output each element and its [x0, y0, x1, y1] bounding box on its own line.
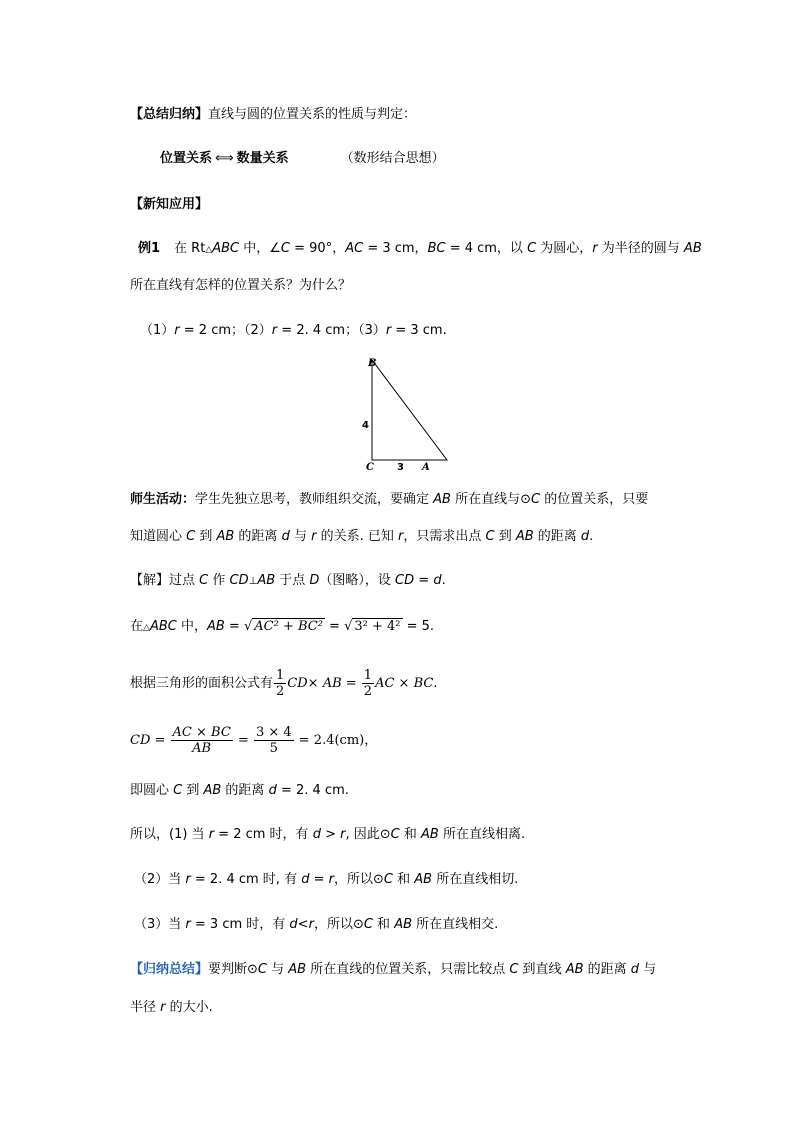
- triangle-symbol: △: [205, 245, 213, 255]
- text: 所在直线相切.: [432, 872, 519, 887]
- text: C: [199, 573, 209, 588]
- text: 中，: [176, 619, 207, 634]
- text: 和: [399, 827, 421, 842]
- text: 的距离: [221, 783, 269, 798]
- vertex-c-label: C: [366, 462, 374, 473]
- text: ABC: [212, 241, 240, 256]
- numerator: 1: [363, 668, 373, 683]
- text: CD× AB =: [287, 676, 361, 691]
- text: AB: [683, 241, 702, 256]
- text: , 因此⊙: [345, 827, 391, 842]
- text: r: [340, 827, 346, 842]
- text: （3）: [358, 323, 386, 338]
- text: r: [328, 872, 334, 887]
- solution-line-2: [130, 618, 434, 637]
- text: d: [301, 872, 310, 887]
- text: C: [527, 241, 537, 256]
- text: 要判断⊙: [208, 962, 258, 977]
- text: 的距离: [533, 529, 581, 544]
- text: 中，∠: [239, 241, 281, 256]
- text: =: [414, 573, 434, 588]
- text: = 4 cm，以: [445, 241, 528, 256]
- text: 在: [130, 619, 144, 634]
- text: C: [390, 827, 400, 842]
- text: =: [309, 872, 329, 887]
- activity-label: 师生活动：: [130, 492, 196, 507]
- text: （图略），设: [319, 573, 396, 588]
- text: （1）: [140, 323, 175, 338]
- text: 为半径的圆与: [597, 241, 684, 256]
- text: =: [233, 733, 253, 748]
- numerator: AC × BC: [172, 725, 231, 740]
- solution-line-5: [130, 782, 349, 800]
- summary2-label: 【归纳总结】: [130, 962, 209, 977]
- radicand-2: 3² + 4²: [354, 619, 401, 634]
- text: = 2 cm；: [179, 323, 245, 338]
- text: r: [160, 1000, 166, 1015]
- text: 到: [195, 529, 217, 544]
- text: 的关系. 已知: [316, 529, 398, 544]
- text: = 3 cm 时，有: [190, 917, 290, 932]
- text: d: [268, 783, 277, 798]
- text: C: [257, 962, 267, 977]
- text: r: [185, 917, 191, 932]
- side-ca-label: 3: [397, 462, 404, 473]
- text: d: [630, 962, 640, 977]
- text: = 2. 4 cm 时, 有: [190, 872, 302, 887]
- text: = 3 cm.: [391, 323, 447, 338]
- summary2-line-2: [130, 999, 213, 1017]
- text: ABC: [149, 619, 177, 634]
- text: AB: [203, 783, 222, 798]
- text: 与: [639, 962, 657, 977]
- text: r: [308, 917, 314, 932]
- text: D: [309, 573, 320, 588]
- text: 和: [372, 917, 395, 932]
- text: AB: [515, 529, 534, 544]
- double-arrow-icon: ⟺: [215, 151, 234, 166]
- side-bc-label: 4: [362, 420, 369, 431]
- text: = 2. 4 cm；: [277, 323, 359, 338]
- text: 与: [289, 529, 312, 544]
- text: C: [280, 241, 290, 256]
- text: 的距离: [583, 962, 631, 977]
- text: d: [312, 827, 321, 842]
- relation-note: （数形结合思想）: [340, 151, 445, 166]
- text: 所在直线与⊙: [450, 492, 531, 507]
- denominator: 5: [269, 741, 278, 756]
- text: =: [324, 619, 345, 634]
- text: d: [580, 529, 590, 544]
- text: 学生先独立思考，教师组织交流，要确定: [195, 492, 434, 507]
- text: = 2. 4 cm.: [276, 783, 349, 798]
- text: 为圆心，: [536, 241, 593, 256]
- denominator: 2: [276, 684, 285, 699]
- text: BC: [427, 241, 446, 256]
- text: ，只需求出点: [403, 529, 486, 544]
- text: =: [224, 619, 244, 634]
- vertex-a-label: A: [422, 462, 430, 473]
- text: AC: [345, 241, 364, 256]
- text: 的位置关系，只要: [540, 492, 649, 507]
- activity-line-1: [130, 491, 648, 509]
- relation-right: 数量关系: [236, 151, 289, 166]
- example-label: 例1: [138, 241, 161, 256]
- text: AB: [394, 917, 412, 932]
- conclusion-2: [134, 871, 518, 889]
- text: .: [433, 676, 438, 691]
- text: 根据三角形的面积公式有: [130, 676, 274, 691]
- text: d: [289, 917, 298, 932]
- text: 所以，(1) 当: [130, 827, 209, 842]
- text: <: [297, 917, 309, 932]
- relation-line: [160, 150, 445, 168]
- text: （2）: [244, 323, 272, 338]
- text: 知道圆心: [130, 529, 187, 544]
- solution-line-1: [130, 572, 446, 591]
- text: 和: [392, 872, 415, 887]
- text: 到: [182, 783, 204, 798]
- text: （2）当: [134, 872, 186, 887]
- denominator: AB: [192, 741, 212, 756]
- triangle-symbol: △: [143, 623, 150, 633]
- text: 所在直线相离.: [438, 827, 526, 842]
- text: d: [281, 529, 290, 544]
- text: C: [383, 872, 393, 887]
- text: AB: [206, 619, 225, 634]
- text: r: [208, 827, 215, 842]
- text: 于点: [275, 573, 310, 588]
- relation-left: 位置关系: [160, 151, 213, 166]
- right-triangle: [372, 360, 447, 460]
- text: .: [441, 573, 446, 588]
- activity-line-2: [130, 528, 593, 546]
- text: （3）当: [134, 917, 186, 932]
- text: C: [485, 529, 495, 544]
- example-line-2: 所在直线有怎样的位置关系？为什么？: [130, 278, 352, 293]
- text: CD: [229, 573, 249, 588]
- text: 过点: [169, 573, 200, 588]
- text: C: [363, 917, 373, 932]
- fraction-half: [274, 668, 286, 699]
- text: 到: [494, 529, 516, 544]
- radicand-1: AC² + BC²: [254, 619, 323, 634]
- text: C: [509, 962, 519, 977]
- text: 所在直线相交.: [412, 917, 499, 932]
- text: r: [592, 241, 598, 256]
- summary2-line-1: [130, 961, 656, 979]
- fraction-values: [254, 725, 294, 756]
- text: ，所以⊙: [313, 917, 364, 932]
- sqrt-icon: √: [344, 619, 353, 634]
- text: AB: [421, 827, 439, 842]
- text: d: [433, 573, 442, 588]
- text: AC × BC: [375, 676, 434, 691]
- fraction-cd: [171, 725, 233, 756]
- text: AB: [414, 872, 433, 887]
- text: 的距离: [234, 529, 282, 544]
- text: AB: [288, 962, 307, 977]
- text: 在 Rt: [174, 241, 206, 256]
- text: 与: [267, 962, 289, 977]
- text: 所在直线的位置关系，只需比较点: [306, 962, 510, 977]
- text: C: [186, 529, 196, 544]
- sqrt-icon: √: [243, 619, 253, 634]
- denominator: 2: [363, 684, 373, 699]
- example-cases: （1）r = 2 cm；（2）r = 2. 4 cm；（3）r = 3 cm.: [140, 323, 447, 338]
- triangle-diagram: [360, 358, 450, 476]
- text: CD: [395, 573, 415, 588]
- text: AB: [216, 529, 235, 544]
- text: 半径: [130, 1000, 161, 1015]
- text: 作: [208, 573, 230, 588]
- text: = 2.4(cm)，: [294, 733, 378, 748]
- text: r: [397, 529, 404, 544]
- fraction-half: [362, 668, 374, 699]
- summary-text: 直线与圆的位置关系的性质与判定：: [208, 107, 417, 122]
- solution-label: 【解】: [130, 573, 170, 588]
- text: = 5.: [402, 619, 435, 634]
- text: = 90°，: [290, 241, 346, 256]
- text: AB: [257, 573, 276, 588]
- text: >: [320, 827, 341, 842]
- text: 即圆心: [130, 783, 174, 798]
- text: AB: [565, 962, 584, 977]
- text: = 3 cm，: [363, 241, 428, 256]
- vertex-b-label: B: [368, 358, 377, 369]
- text: 的大小.: [165, 1000, 213, 1015]
- summary-label: 【总结归纳】: [130, 107, 209, 122]
- solution-line-4: [130, 724, 377, 758]
- text: AB: [433, 492, 451, 507]
- numerator: 1: [276, 668, 285, 683]
- perp-symbol: ⊥: [248, 576, 258, 587]
- conclusion-1: [130, 826, 525, 844]
- text: C: [173, 783, 183, 798]
- text: 到直线: [518, 962, 566, 977]
- section-title: 【新知应用】: [130, 197, 209, 212]
- text: CD =: [130, 733, 170, 748]
- text: r: [185, 872, 191, 887]
- solution-line-3: [130, 667, 437, 701]
- example-line-1: [138, 240, 702, 259]
- text: r: [311, 529, 317, 544]
- text: ，所以⊙: [334, 872, 384, 887]
- text: .: [589, 529, 594, 544]
- conclusion-3: [134, 916, 498, 934]
- text: C: [531, 492, 541, 507]
- summary-line: [130, 106, 416, 124]
- text: = 2 cm 时，有: [214, 827, 313, 842]
- numerator: 3 × 4: [255, 725, 292, 740]
